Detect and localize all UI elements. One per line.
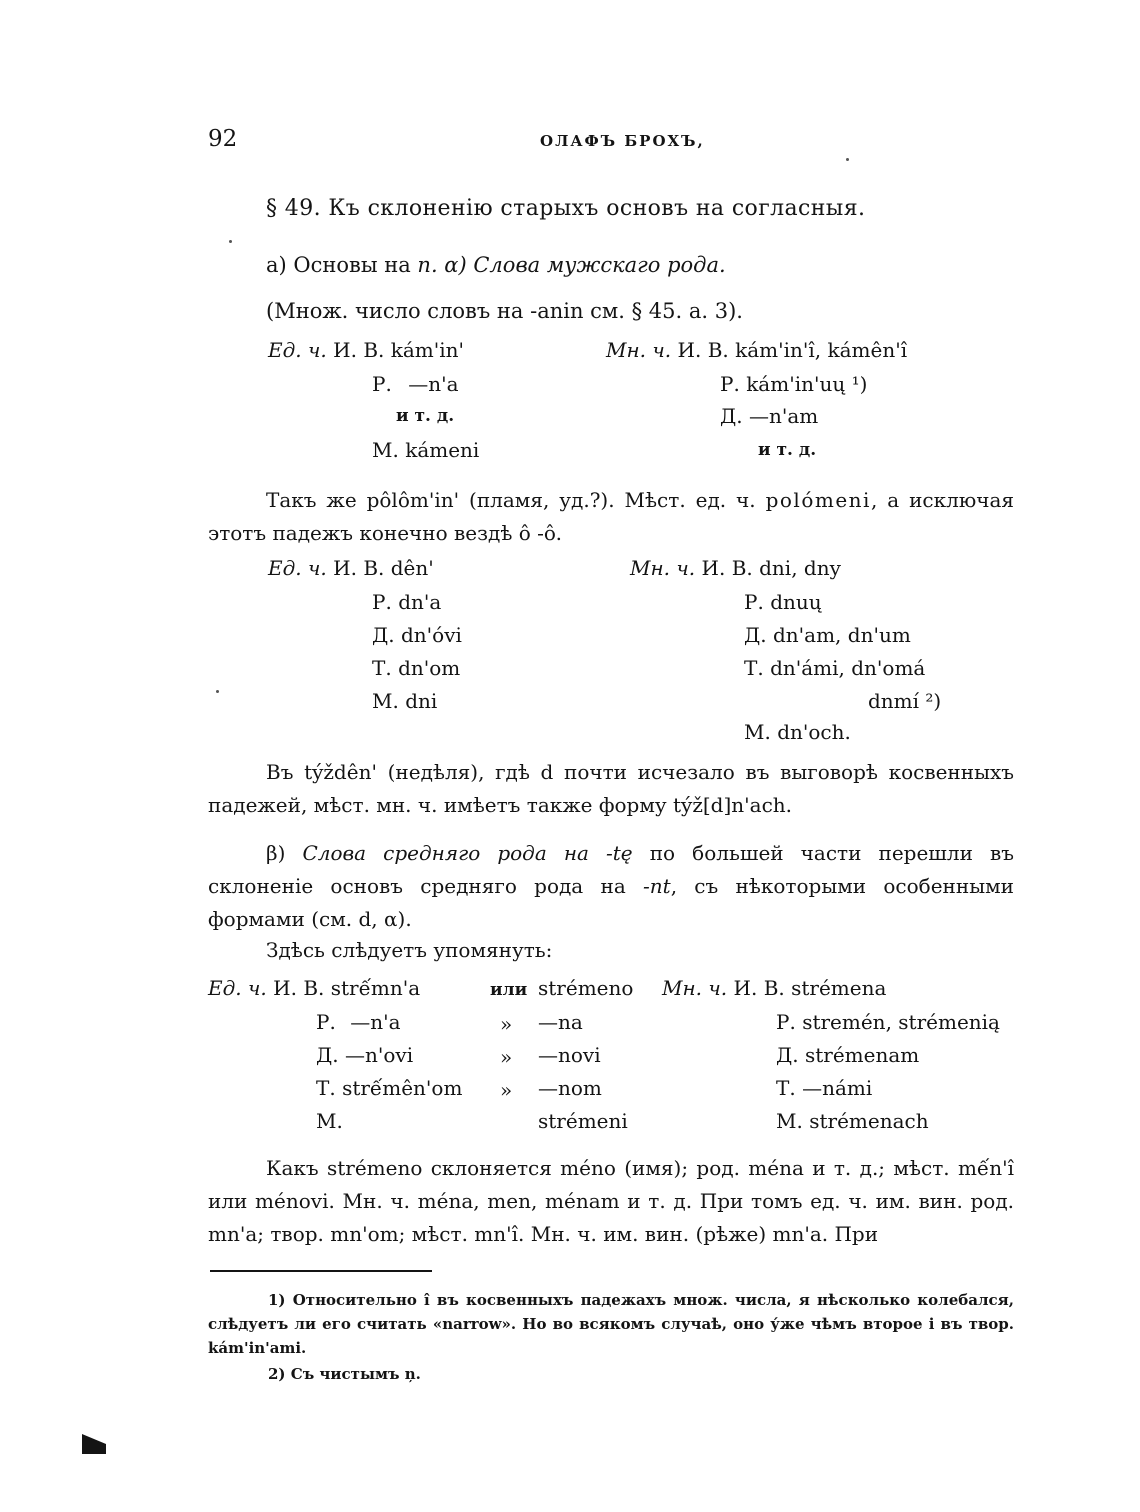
case-label: И. В.: [677, 338, 729, 362]
word-form: dn'a: [398, 590, 442, 614]
singular-label: Ед. ч.: [208, 976, 267, 1000]
table-row: [372, 623, 462, 647]
word-form: dn'och.: [777, 720, 851, 744]
plural-label: Мн. ч.: [606, 338, 672, 362]
paragraph-text: Въ týždên' (недѣля), гдѣ d почти исчезало въ выговорѣ косвенныхъ падежей, мѣст. мн. ч. имѣетъ также форму týž[d]n'ach.: [208, 760, 1014, 817]
word-form: dnmí ²): [868, 689, 942, 713]
word-form: kám'in'î, kámên'î: [735, 338, 908, 362]
paragraph-text: , съ нѣкоторыми особенными формами (см. d, α).: [208, 874, 1014, 931]
word-form: dni, dny: [759, 556, 841, 580]
word-form: kám'in'uų ¹): [746, 372, 868, 396]
footnote-2: [208, 1362, 1014, 1386]
paragraph-text: β): [266, 841, 303, 865]
case-label: М.: [372, 438, 399, 462]
table-row: [268, 556, 434, 580]
case-label: Р.: [372, 372, 392, 396]
word-form: —novi: [538, 1043, 601, 1067]
word-form: kám'in': [390, 338, 465, 362]
subsection-prefix: a) Основы на: [266, 253, 418, 277]
table-row: [744, 720, 851, 744]
subsection-title: Слова мужскаго рода.: [473, 253, 726, 277]
ditto-mark: »: [500, 1045, 513, 1069]
word-form: dn'am, dn'um: [772, 623, 911, 647]
word-form: stremén, strémenią: [802, 1010, 1000, 1034]
singular-label: Ед. ч.: [268, 556, 327, 580]
etc-note: и т. д.: [396, 406, 455, 426]
word-form: strémena: [791, 976, 887, 1000]
case-label: Р.: [744, 590, 764, 614]
table-row: [372, 590, 441, 614]
case-label: Р.: [372, 590, 392, 614]
table-row: [630, 556, 841, 580]
case-label: И. В.: [733, 976, 785, 1000]
case-label: Д.: [720, 404, 743, 428]
speck: [846, 158, 849, 161]
footnote-1: [208, 1288, 1014, 1360]
plural-label: Мн. ч.: [630, 556, 696, 580]
word-form: —námi: [802, 1076, 873, 1100]
word-form: —n'ovi: [344, 1043, 414, 1067]
case-label: Р.: [316, 1010, 336, 1034]
case-label: Д.: [776, 1043, 799, 1067]
case-label: М.: [372, 689, 399, 713]
case-label: Д.: [744, 623, 767, 647]
table-row: [776, 1043, 919, 1067]
case-label: И. В.: [333, 338, 385, 362]
paragraph-text: Здѣсь слѣдуетъ упомянуть:: [266, 938, 553, 962]
paragraph: [208, 484, 1014, 550]
table-row: [776, 1076, 872, 1100]
case-label: И. В.: [701, 556, 753, 580]
word-form: —n'a: [408, 372, 459, 396]
ditto-mark: »: [500, 1012, 513, 1036]
paragraph: [208, 1152, 1014, 1251]
table-row: [372, 372, 459, 396]
case-label: И. В.: [333, 556, 385, 580]
table-row: [372, 656, 460, 680]
footnote-rule: [210, 1270, 432, 1272]
speck: [229, 240, 232, 243]
case-label: М.: [316, 1109, 343, 1133]
table-row: [744, 623, 911, 647]
case-label: М.: [744, 720, 771, 744]
word-form: —na: [538, 1010, 583, 1034]
case-label: Т.: [776, 1076, 796, 1100]
word-form: dn'ámi, dn'omá: [770, 656, 926, 680]
word-form: dnuų: [770, 590, 822, 614]
word-form: strémeno: [538, 976, 634, 1000]
plural-note: (Множ. число словъ на -anin см. § 45. a. 3).: [266, 299, 743, 323]
singular-label: Ед. ч.: [268, 338, 327, 362]
table-row: [268, 338, 464, 362]
page-corner-arrow-icon: [82, 1434, 106, 1454]
case-label: Д.: [372, 623, 395, 647]
plural-label: Мн. ч.: [662, 976, 728, 1000]
word-form: —n'a: [350, 1010, 401, 1034]
subsection-a-heading: [266, 253, 726, 277]
word-form: dn'om: [398, 656, 461, 680]
word-form: strémeni: [538, 1109, 628, 1133]
table-row: [662, 976, 886, 1000]
table-row: [372, 438, 479, 462]
case-label: Т.: [316, 1076, 336, 1100]
table-row: [776, 1010, 1000, 1034]
word-form: dni: [405, 689, 438, 713]
table-row: [720, 404, 818, 428]
ditto-mark: »: [500, 1078, 513, 1102]
paragraph-italic: -nt: [643, 874, 671, 898]
table-row: [372, 689, 437, 713]
word-form: strémenach: [809, 1109, 929, 1133]
running-title: ОЛАФЪ БРОХЪ,: [540, 132, 705, 150]
subsection-alpha: α): [437, 253, 474, 277]
table-row: [720, 372, 867, 396]
paragraph-text: Какъ strémeno склоняется méno (имя); род. ména и т. д.; мѣст. mến'î или ménovi. Мн. ч. ména, men, ménam и т. д. При томъ ед. ч. им. вин. род. mn'a; твор. mn'om; мѣст. mn'î. Мн. ч. им. вин. (рѣже) mn'a. При: [208, 1156, 1014, 1246]
table-row: [744, 590, 822, 614]
footnote-text: 1) Относительно î въ косвенныхъ падежахъ множ. числа, я нѣсколько колебался, слѣдуетъ ли его считать «narrow». Но во всякомъ случаѣ, оно у́же чѣмъ второе і въ твор. kám'in'ami.: [208, 1291, 1014, 1357]
word-form: strémenam: [804, 1043, 920, 1067]
case-label: И. В.: [273, 976, 325, 1000]
speck: [216, 690, 219, 693]
case-label: Т.: [744, 656, 764, 680]
subsection-stem: n.: [417, 253, 438, 277]
table-row: [606, 338, 907, 362]
table-row: [316, 1010, 401, 1034]
word-form: strếmên'om: [342, 1076, 463, 1100]
case-label: Р.: [776, 1010, 796, 1034]
word-form: strếmn'a: [330, 976, 421, 1000]
table-row: [776, 1109, 929, 1133]
page-number: 92: [208, 126, 238, 152]
word-form: dên': [390, 556, 434, 580]
paragraph-spaced-word: polómeni: [765, 488, 871, 512]
paragraph: [208, 756, 1014, 822]
case-label: М.: [776, 1109, 803, 1133]
table-row: [316, 1043, 413, 1067]
or-connector: или: [490, 980, 528, 1000]
footnote-text: 2) Съ чистымъ ņ.: [268, 1365, 421, 1383]
section-heading: § 49. Къ склоненію старыхъ основъ на согласныя.: [266, 196, 866, 221]
word-form: —n'am: [748, 404, 819, 428]
table-row: [316, 1076, 462, 1100]
paragraph: [208, 837, 1014, 936]
paragraph-italic: Слова средняго рода на -tę: [302, 841, 633, 865]
paragraph: [208, 934, 1014, 967]
word-form: kámeni: [405, 438, 480, 462]
word-form: dn'óvi: [400, 623, 462, 647]
paragraph-text: по большей части перешли въ склоненіе основъ средняго рода на: [208, 841, 1014, 898]
case-label: Т.: [372, 656, 392, 680]
case-label: Р.: [720, 372, 740, 396]
paragraph-text: , а исключая этотъ падежъ конечно вездѣ ô -ô.: [208, 488, 1014, 545]
paragraph-text: Такъ же pôlôm'in' (пламя, уд.?). Мѣст. ед. ч.: [266, 488, 766, 512]
case-label: Д.: [316, 1043, 339, 1067]
word-form: —nom: [538, 1076, 602, 1100]
table-row: [744, 656, 925, 680]
table-row: [208, 976, 420, 1000]
etc-note: и т. д.: [758, 440, 817, 460]
